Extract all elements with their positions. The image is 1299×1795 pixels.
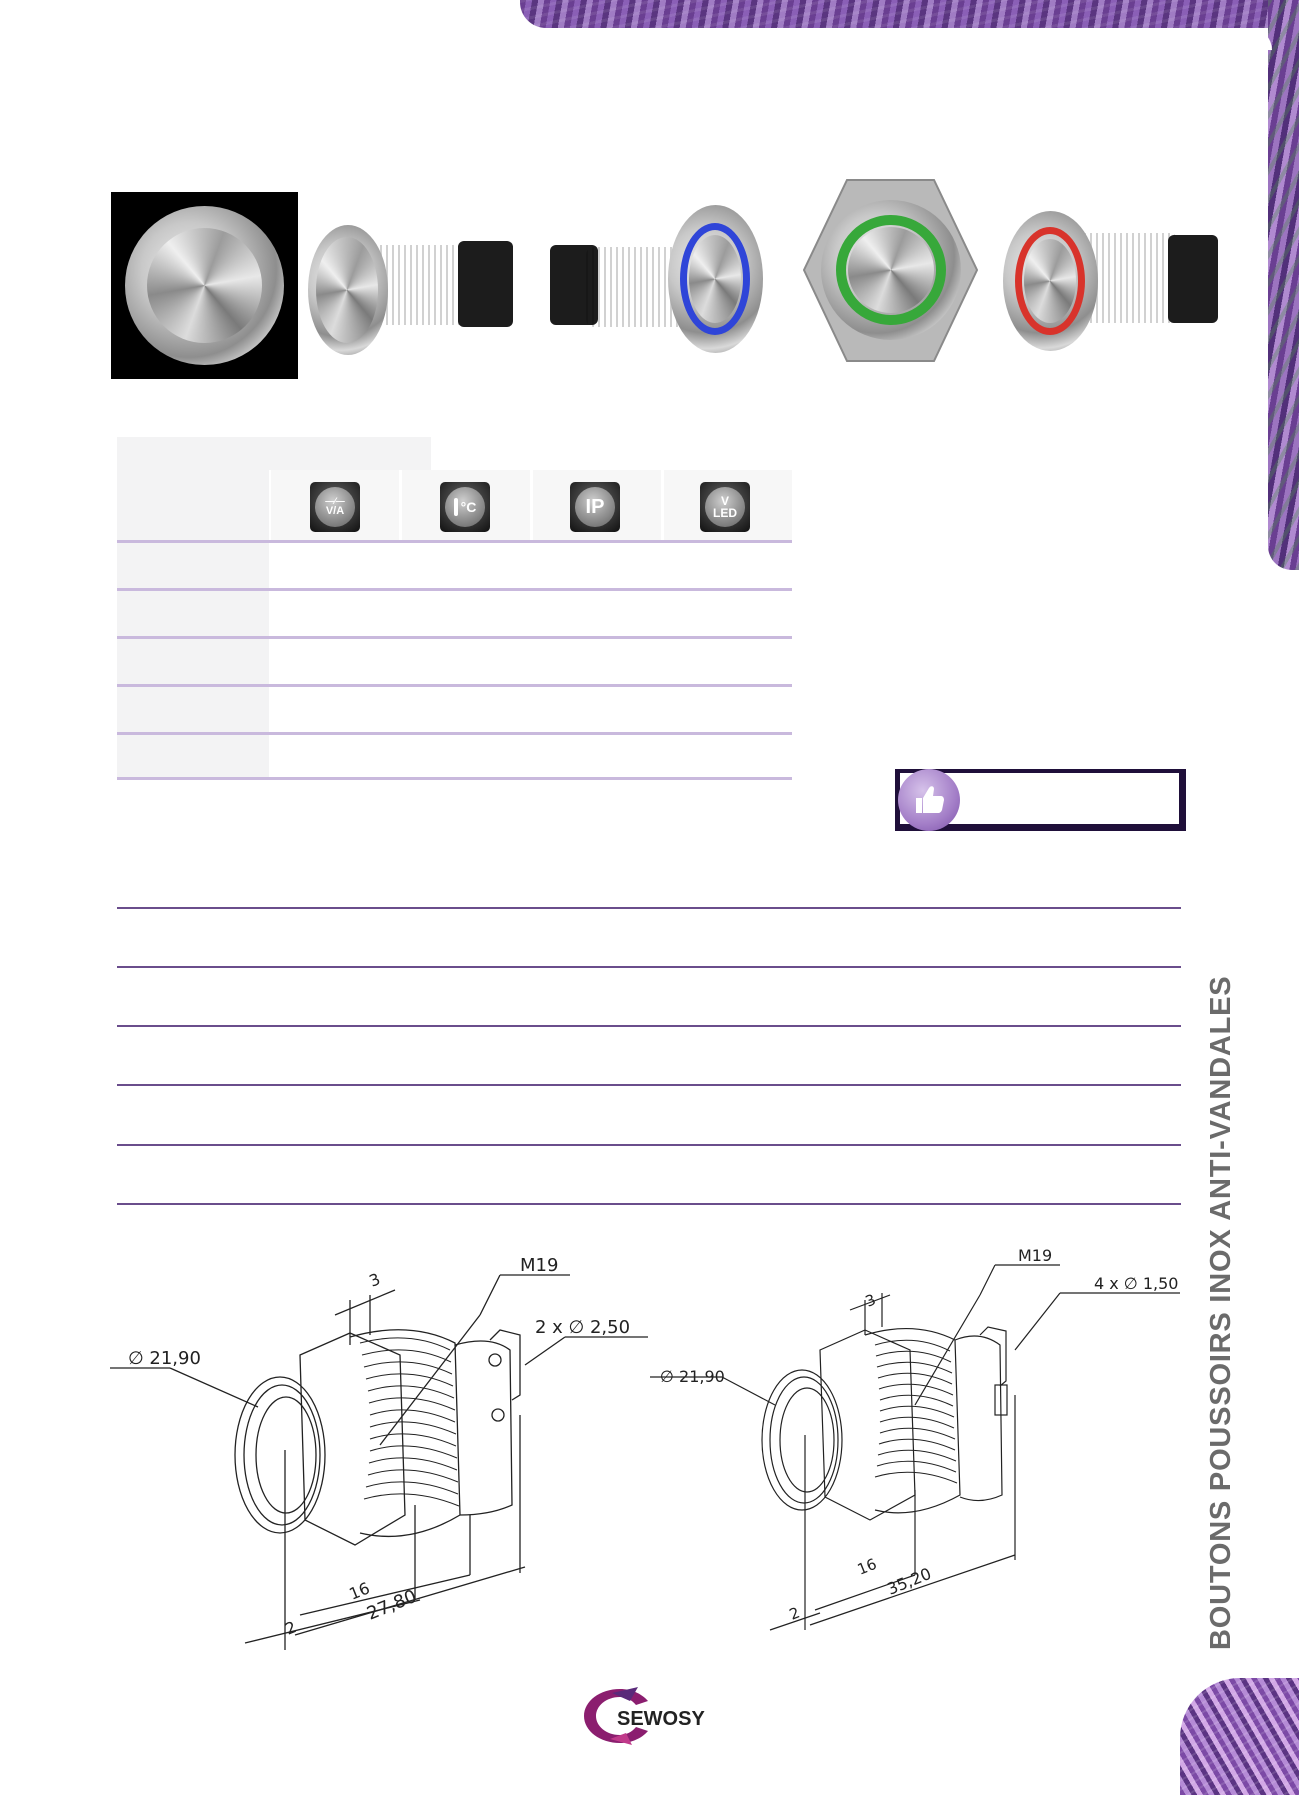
product-photo-green-ring xyxy=(803,178,978,363)
section-divider xyxy=(117,1203,1181,1205)
ip-rating-icon: IP xyxy=(570,482,620,532)
svg-text:27,80: 27,80 xyxy=(364,1585,420,1625)
page-title-vertical: BOUTONS POUSSOIRS INOX ANTI-VANDALES xyxy=(1205,975,1237,1650)
svg-text:M19: M19 xyxy=(520,1255,559,1276)
table-divider xyxy=(117,777,792,780)
table-divider xyxy=(117,684,792,687)
table-row-label xyxy=(117,735,269,777)
section-divider xyxy=(117,1084,1181,1086)
lavender-banner-top xyxy=(520,0,1299,28)
section-divider xyxy=(117,907,1181,909)
table-icon-row xyxy=(117,470,792,540)
table-row-label xyxy=(117,639,269,684)
table-row-label xyxy=(117,591,269,636)
svg-text:2 x ∅ 2,50: 2 x ∅ 2,50 xyxy=(535,1317,631,1338)
sewosy-logo xyxy=(580,1683,725,1749)
lavender-banner-right xyxy=(1268,0,1299,570)
thermometer-icon: °C xyxy=(440,482,490,532)
svg-text:SEWOSY: SEWOSY xyxy=(617,1708,705,1730)
svg-text:4 x ∅ 1,50: 4 x ∅ 1,50 xyxy=(1094,1274,1179,1293)
table-divider xyxy=(117,588,792,591)
svg-text:2: 2 xyxy=(786,1603,803,1624)
table-header-tab xyxy=(117,437,431,470)
technical-drawing-left xyxy=(110,1215,670,1665)
table-divider xyxy=(117,636,792,639)
product-photo-blue-ring xyxy=(550,205,770,355)
svg-text:∅ 21,90: ∅ 21,90 xyxy=(660,1367,725,1386)
switch-rating-icon: —⁄— V/A xyxy=(310,482,360,532)
svg-text:35,20: 35,20 xyxy=(884,1563,934,1599)
svg-text:∅ 21,90: ∅ 21,90 xyxy=(128,1348,201,1369)
svg-text:3: 3 xyxy=(862,1290,879,1311)
product-photo-red-ring xyxy=(1003,205,1225,355)
svg-text:16: 16 xyxy=(346,1578,373,1604)
svg-text:3: 3 xyxy=(366,1269,383,1291)
led-voltage-icon: V LED xyxy=(700,482,750,532)
thumbs-up-icon xyxy=(898,769,960,831)
section-divider xyxy=(117,1025,1181,1027)
section-divider xyxy=(117,966,1181,968)
product-photo-flat-button xyxy=(111,192,298,379)
svg-text:M19: M19 xyxy=(1018,1246,1053,1265)
technical-drawing-right xyxy=(650,1235,1190,1645)
section-divider xyxy=(117,1144,1181,1146)
table-divider xyxy=(117,540,792,543)
lavender-banner-bottom xyxy=(1180,1678,1299,1795)
table-row-label xyxy=(117,687,269,732)
table-row-label xyxy=(117,543,269,588)
table-divider xyxy=(117,732,792,735)
svg-text:16: 16 xyxy=(854,1554,880,1579)
svg-text:2: 2 xyxy=(282,1617,299,1639)
product-photo-side-view xyxy=(308,215,528,365)
